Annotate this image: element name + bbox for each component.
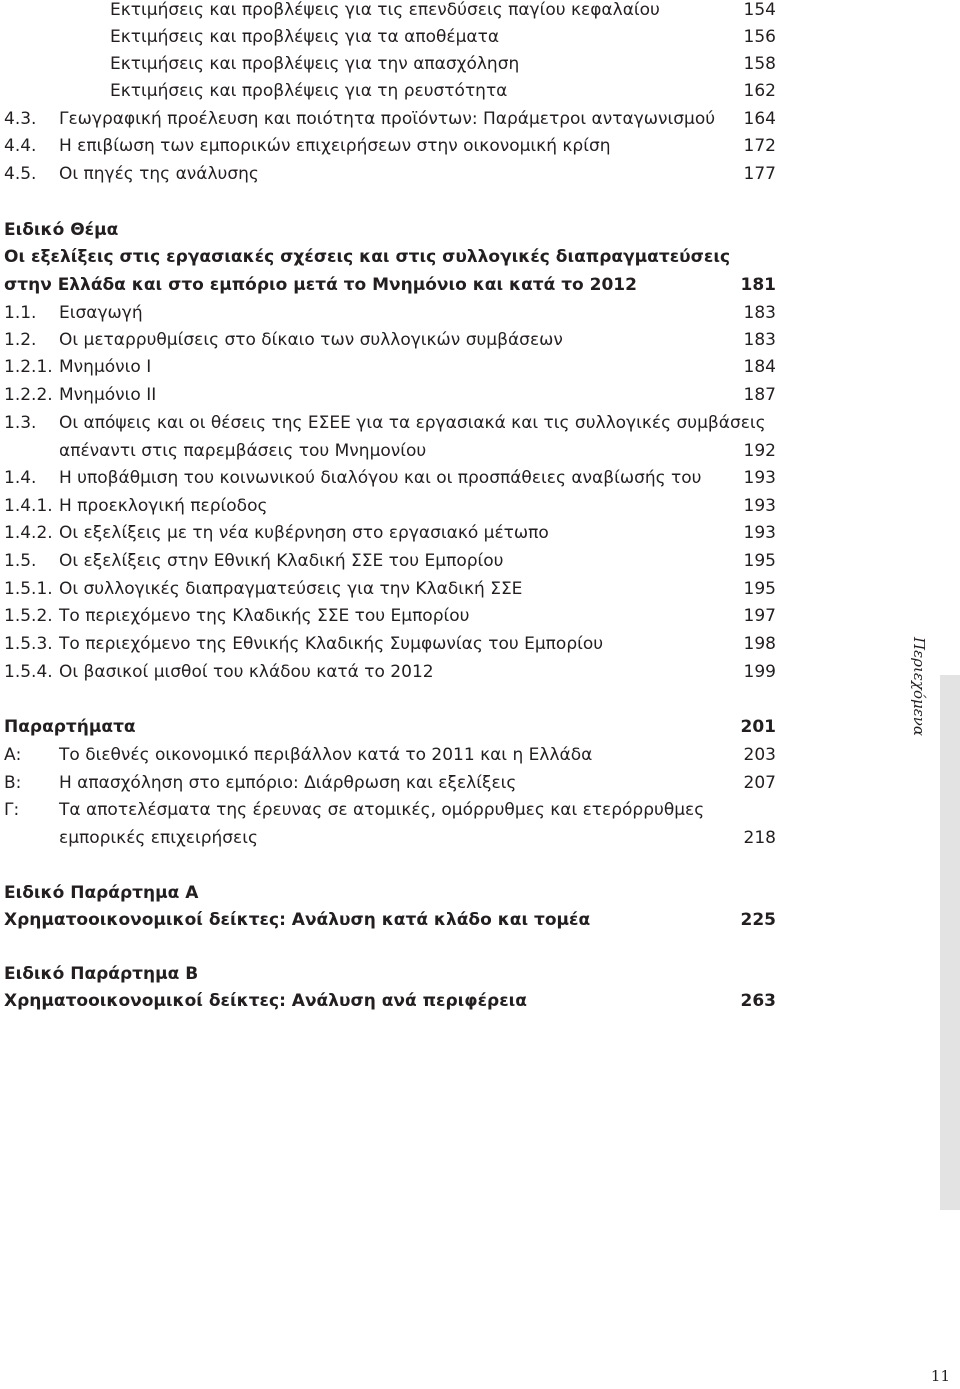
side-section-label: Περιεχόμενα <box>910 637 928 737</box>
toc-entry-number: 1.1. <box>4 303 37 323</box>
special-appendix-a-title: Χρηματοοικονομικοί δείκτες: Ανάλυση κατά κλάδο και τομέα <box>4 910 591 930</box>
special-topic-heading: Ειδικό Θέμα <box>4 220 119 240</box>
appendices-heading: Παραρτήματα <box>4 717 136 737</box>
toc-entry-number: 4.4. <box>4 136 37 156</box>
toc-entry-title: Μνημόνιο Ι <box>59 357 152 377</box>
toc-entry-number: 1.4.1. <box>4 496 53 516</box>
toc-entry-number: 1.5.1. <box>4 579 53 599</box>
special-appendix-a-page: 225 <box>740 910 776 930</box>
page-number: 11 <box>930 1367 950 1385</box>
toc-entry-page: 162 <box>743 81 776 101</box>
toc-entry-title: Η υποβάθμιση του κοινωνικού διαλόγου και οι προσπάθειες αναβίωσής του <box>59 468 702 488</box>
toc-entry-page: 187 <box>743 385 776 405</box>
toc-entry-page: 177 <box>743 164 776 184</box>
toc-entry-number: Γ: <box>4 800 20 820</box>
toc-entry-page: 192 <box>743 441 776 461</box>
toc-entry-number: 1.5.3. <box>4 634 53 654</box>
toc-entry-page: 183 <box>743 330 776 350</box>
toc-entry-title: Τα αποτελέσματα της έρευνας σε ατομικές, ομόρρυθμες και ετερόρρυθμες <box>59 800 705 820</box>
toc-entry-title: Γεωγραφική προέλευση και ποιότητα προϊόντων: Παράμετροι ανταγωνισμού <box>59 109 716 129</box>
toc-entry-title: Οι πηγές της ανάλυσης <box>59 164 259 184</box>
toc-entry-number: 1.2.2. <box>4 385 53 405</box>
toc-entry-title: Το περιεχόμενο της Εθνικής Κλαδικής Συμφωνίας του Εμπορίου <box>59 634 604 654</box>
appendices-page: 201 <box>740 717 776 737</box>
toc-entry-number: 1.4. <box>4 468 37 488</box>
toc-entry-title: Η επιβίωση των εμπορικών επιχειρήσεων στην οικονομική κρίση <box>59 136 611 156</box>
toc-entry-title: Εκτιμήσεις και προβλέψεις για τις επενδύσεις παγίου κεφαλαίου <box>110 0 660 20</box>
toc-entry-number: 1.2. <box>4 330 37 350</box>
toc-entry-page: 197 <box>743 606 776 626</box>
special-topic-title: Οι εξελίξεις στις εργασιακές σχέσεις και στις συλλογικές διαπραγματεύσεις <box>4 247 731 267</box>
toc-entry-page: 193 <box>743 468 776 488</box>
toc-entry-title: Οι βασικοί μισθοί του κλάδου κατά το 2012 <box>59 662 434 682</box>
toc-entry-title: Η προεκλογική περίοδος <box>59 496 268 516</box>
toc-entry-page: 199 <box>743 662 776 682</box>
toc-entry-page: 158 <box>743 54 776 74</box>
toc-entry-number: 1.2.1. <box>4 357 53 377</box>
special-topic-page: 181 <box>740 275 776 295</box>
special-appendix-a-heading: Ειδικό Παράρτημα Α <box>4 883 199 903</box>
toc-entry-page: 218 <box>743 828 776 848</box>
toc-entry-title: Η απασχόληση στο εμπόριο: Διάρθρωση και εξελίξεις <box>59 773 517 793</box>
toc-entry-number: 1.5. <box>4 551 37 571</box>
toc-entry-title: Οι μεταρρυθμίσεις στο δίκαιο των συλλογικών συμβάσεων <box>59 330 563 350</box>
special-appendix-b-page: 263 <box>740 991 776 1011</box>
toc-entry-page: 184 <box>743 357 776 377</box>
toc-entry-title: Οι συλλογικές διαπραγματεύσεις για την Κλαδική ΣΣΕ <box>59 579 523 599</box>
toc-entry-page: 198 <box>743 634 776 654</box>
toc-entry-number: 4.5. <box>4 164 37 184</box>
toc-entry-number: 1.5.2. <box>4 606 53 626</box>
toc-entry-title: Το περιεχόμενο της Κλαδικής ΣΣΕ του Εμπορίου <box>59 606 470 626</box>
toc-entry-page: 195 <box>743 551 776 571</box>
toc-entry-page: 172 <box>743 136 776 156</box>
toc-entry-number: 4.3. <box>4 109 37 129</box>
special-appendix-b-title: Χρηματοοικονομικοί δείκτες: Ανάλυση ανά περιφέρεια <box>4 991 527 1011</box>
toc-entry-title: Εκτιμήσεις και προβλέψεις για τα αποθέματα <box>110 27 500 47</box>
toc-entry-page: 164 <box>743 109 776 129</box>
toc-entry-page: 207 <box>743 773 776 793</box>
toc-entry-title: Οι απόψεις και οι θέσεις της ΕΣΕΕ για τα εργασιακά και τις συλλογικές συμβάσεις <box>59 413 766 433</box>
toc-entry-number: 1.5.4. <box>4 662 53 682</box>
toc-entry-title: απέναντι στις παρεμβάσεις του Μνημονίου <box>59 441 427 461</box>
toc-entry-title: Εκτιμήσεις και προβλέψεις για τη ρευστότητα <box>110 81 508 101</box>
toc-entry-number: Β: <box>4 773 22 793</box>
toc-entry-page: 154 <box>743 0 776 20</box>
toc-entry-page: 203 <box>743 745 776 765</box>
toc-entry-title: Εισαγωγή <box>59 303 143 323</box>
toc-entry-title: Οι εξελίξεις με τη νέα κυβέρνηση στο εργασιακό μέτωπο <box>59 523 549 543</box>
toc-entry-number: Α: <box>4 745 22 765</box>
toc-entry-page: 195 <box>743 579 776 599</box>
special-appendix-b-heading: Ειδικό Παράρτημα Β <box>4 964 199 984</box>
special-topic-title: στην Ελλάδα και στο εμπόριο μετά το Μνημόνιο και κατά το 2012 <box>4 275 637 295</box>
toc-entry-page: 193 <box>743 523 776 543</box>
toc-entry-page: 193 <box>743 496 776 516</box>
toc-entry-title: Μνημόνιο ΙΙ <box>59 385 157 405</box>
toc-entry-page: 183 <box>743 303 776 323</box>
toc-entry-title: Οι εξελίξεις στην Εθνική Κλαδική ΣΣΕ του Εμπορίου <box>59 551 504 571</box>
toc-entry-title: εμπορικές επιχειρήσεις <box>59 828 258 848</box>
toc-entry-title: Εκτιμήσεις και προβλέψεις για την απασχόληση <box>110 54 520 74</box>
toc-entry-page: 156 <box>743 27 776 47</box>
toc-entry-number: 1.3. <box>4 413 37 433</box>
side-tab-bar <box>940 675 960 1210</box>
toc-entry-number: 1.4.2. <box>4 523 53 543</box>
toc-entry-title: Το διεθνές οικονομικό περιβάλλον κατά το 2011 και η Ελλάδα <box>59 745 593 765</box>
